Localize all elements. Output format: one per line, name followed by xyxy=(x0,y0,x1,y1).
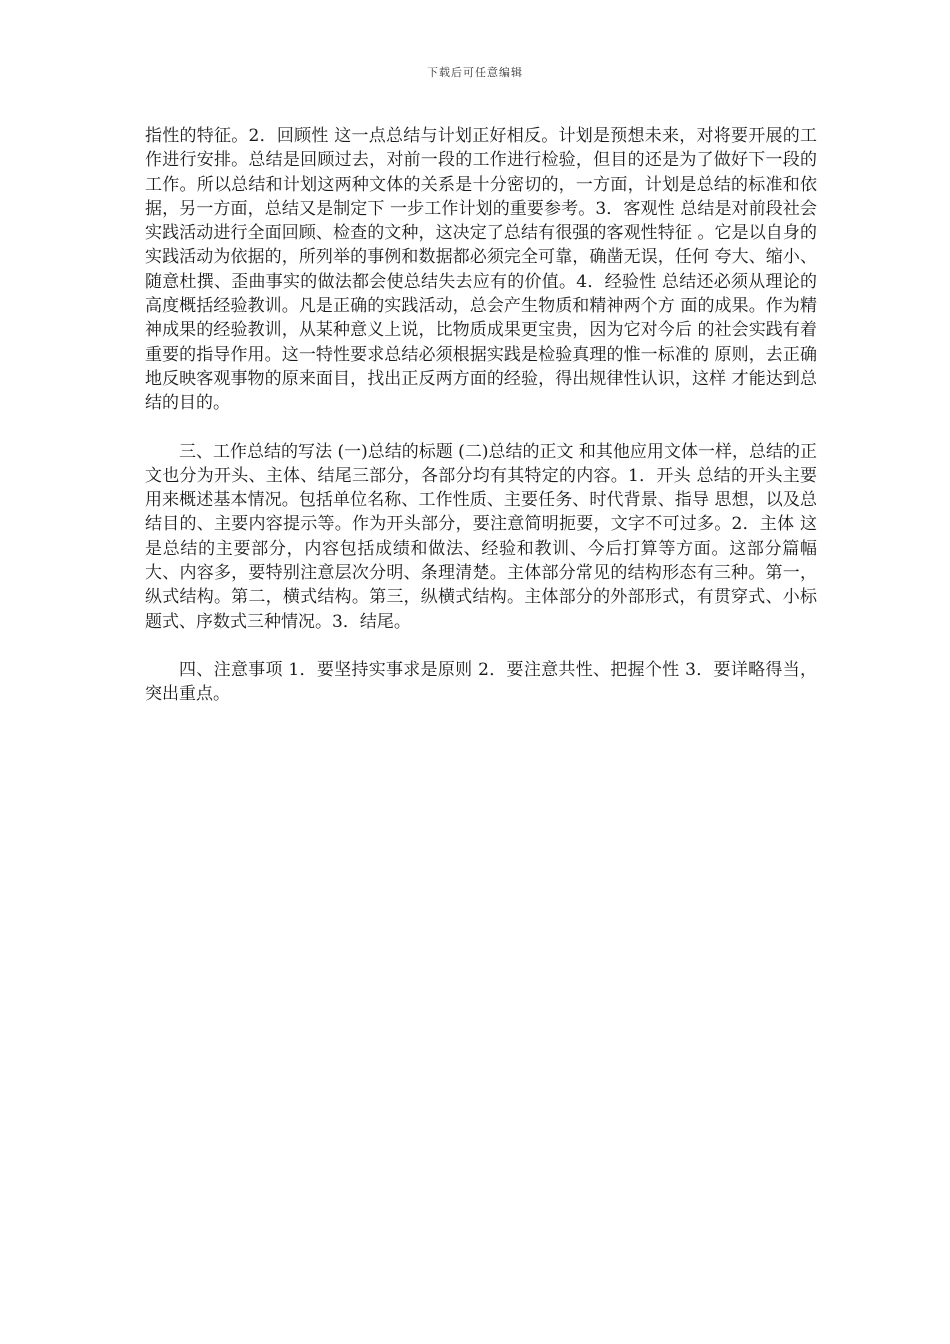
paragraph-writing-method: 三、工作总结的写法 (一)总结的标题 (二)总结的正文 和其他应用文体一样，总结的正文也分为开头、主体、结尾三部分，各部分均有其特定的内容。1．开头 总结的开头主要用来概述基本情况。包括单位名称、工作性质、主要任务、时代背景、指导 思想，以及总结目的、主要内容提示等。作为开头部分，要注意简明扼要，文字不可过多。2．主体 这是总结的主要部分，内容包括成绩和做法、经验和教训、今后打算等方面。这部分篇幅大、内容多，要特别注意层次分明、条理清楚。主体部分常见的结构形态有三种。第一，纵式结构。第二，横式结构。第三，纵横式结构。主体部分的外部形式，有贯穿式、小标题式、序数式三种情况。3．结尾。 xyxy=(145,441,817,632)
paragraph-notes: 四、注意事项 1．要坚持实事求是原则 2．要注意共性、把握个性 3．要详略得当，突出重点。 xyxy=(145,659,817,705)
document-body xyxy=(145,124,817,707)
paragraph-characteristics: 指性的特征。2．回顾性 这一点总结与计划正好相反。计划是预想未来，对将要开展的工作进行安排。总结是回顾过去，对前一段的工作进行检验，但目的还是为了做好下一段的工作。所以总结和计划这两种文体的关系是十分密切的，一方面，计划是总结的标准和依据，另一方面，总结又是制定下 一步工作计划的重要参考。3．客观性 总结是对前段社会实践活动进行全面回顾、检查的文种，这决定了总结有很强的客观性特征 。它是以自身的实践活动为依据的，所列举的事例和数据都必须完全可靠，确凿无误，任何 夸大、缩小、随意杜撰、歪曲事实的做法都会使总结失去应有的价值。4．经验性 总结还必须从理论的高度概括经验教训。凡是正确的实践活动，总会产生物质和精神两个方 面的成果。作为精神成果的经验教训，从某种意义上说，比物质成果更宝贵，因为它对今后 的社会实践有着重要的指导作用。这一特性要求总结必须根据实践是检验真理的惟一标准的 原则，去正确地反映客观事物的原来面目，找出正反两方面的经验，得出规律性认识，这样 才能达到总结的目的。 xyxy=(145,126,817,414)
page-header: 下载后可任意编辑 xyxy=(427,66,523,79)
